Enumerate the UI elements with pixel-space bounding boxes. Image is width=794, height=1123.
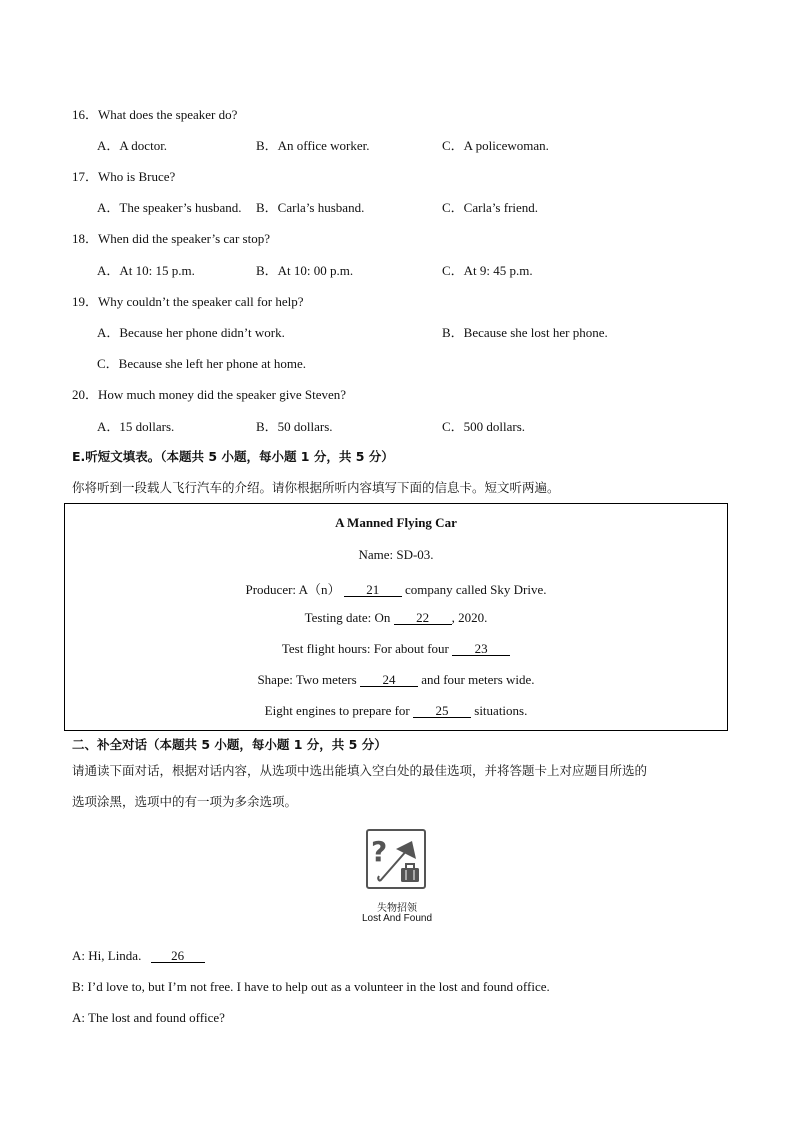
option-20-a[interactable]: A．15 dollars. bbox=[97, 419, 175, 434]
engines-suffix: situations. bbox=[474, 703, 528, 718]
card-engines-line bbox=[65, 703, 727, 719]
question-number: 17． bbox=[72, 169, 99, 184]
card-shape-line bbox=[65, 672, 727, 688]
option-19-c[interactable]: C．Because she left her phone at home. bbox=[97, 356, 307, 371]
sign-caption-cn: 失物招领 bbox=[377, 903, 417, 914]
question-20-stem bbox=[72, 384, 346, 403]
card-name-line: Name: SD-03. bbox=[358, 547, 434, 562]
dialogue-speaker-a: A: Hi, Linda. bbox=[72, 948, 142, 963]
producer-suffix: company called Sky Drive. bbox=[404, 582, 547, 597]
shape-label: Shape: Two meters bbox=[257, 672, 357, 687]
lost-and-found-icon bbox=[366, 829, 426, 889]
question-number: 20． bbox=[72, 387, 99, 402]
option-16-a[interactable]: A．A doctor. bbox=[97, 138, 168, 153]
dialogue-line-2: B: I’d love to, but I’m not free. I have to help out as a volunteer in the lost and found office. bbox=[72, 979, 550, 994]
part2-instruction-line2: 选项涂黑，选项中的有一项为多余选项。 bbox=[72, 794, 298, 809]
part2-heading: 二、补全对话（本题共 5 小题，每小题 1 分，共 5 分） bbox=[72, 737, 387, 752]
blank-23[interactable]: 23 bbox=[452, 642, 510, 656]
section-e-instruction: 你将听到一段载人飞行汽车的介绍。请你根据所听内容填写下面的信息卡。短文听两遍。 bbox=[72, 480, 560, 495]
dialogue-line-1 bbox=[72, 948, 205, 964]
hours-label: Test flight hours: For about four bbox=[281, 641, 449, 656]
card-hours-line bbox=[65, 641, 727, 657]
card-testing-line bbox=[65, 610, 727, 626]
question-number: 18． bbox=[72, 231, 99, 246]
question-16-stem bbox=[72, 104, 237, 123]
blank-25[interactable]: 25 bbox=[413, 704, 471, 718]
shape-suffix: and four meters wide. bbox=[421, 672, 535, 687]
blank-22[interactable]: 22 bbox=[394, 611, 452, 625]
info-card bbox=[64, 503, 728, 731]
producer-label: Producer: A（n） bbox=[245, 582, 341, 597]
option-19-b[interactable]: B．Because she lost her phone. bbox=[442, 325, 608, 340]
option-20-b[interactable]: B．50 dollars. bbox=[256, 419, 333, 434]
engines-label: Eight engines to prepare for bbox=[264, 703, 410, 718]
question-number: 16． bbox=[72, 107, 99, 122]
testing-label: Testing date: On bbox=[304, 610, 391, 625]
question-17-stem bbox=[72, 166, 175, 185]
card-producer-line bbox=[65, 579, 727, 598]
section-e-heading: E.听短文填表。（本题共 5 小题，每小题 1 分，共 5 分） bbox=[72, 449, 394, 464]
option-18-a[interactable]: A．At 10: 15 p.m. bbox=[97, 263, 195, 278]
blank-26[interactable]: 26 bbox=[151, 949, 205, 963]
question-text: What does the speaker do? bbox=[98, 107, 238, 122]
question-text: Who is Bruce? bbox=[98, 169, 176, 184]
option-17-c[interactable]: C．Carla’s friend. bbox=[442, 200, 539, 215]
part2-instruction-line1: 请通读下面对话，根据对话内容，从选项中选出能填入空白处的最佳选项，并将答题卡上对应题目所选的 bbox=[72, 763, 648, 778]
blank-24[interactable]: 24 bbox=[360, 673, 418, 687]
card-title: A Manned Flying Car bbox=[335, 515, 457, 530]
dialogue-line-3: A: The lost and found office? bbox=[72, 1010, 225, 1025]
question-text: Why couldn’t the speaker call for help? bbox=[98, 294, 304, 309]
sign-caption-en: Lost And Found bbox=[361, 913, 433, 924]
option-16-c[interactable]: C．A policewoman. bbox=[442, 138, 549, 153]
option-16-b[interactable]: B．An office worker. bbox=[256, 138, 370, 153]
option-18-c[interactable]: C．At 9: 45 p.m. bbox=[442, 263, 533, 278]
question-number: 19． bbox=[72, 294, 99, 309]
question-text: When did the speaker’s car stop? bbox=[98, 231, 270, 246]
option-17-b[interactable]: B．Carla’s husband. bbox=[256, 200, 365, 215]
question-text: How much money did the speaker give Steven? bbox=[98, 387, 347, 402]
option-19-a[interactable]: A．Because her phone didn’t work. bbox=[97, 325, 285, 340]
option-18-b[interactable]: B．At 10: 00 p.m. bbox=[256, 263, 354, 278]
option-17-a[interactable]: A．The speaker’s husband. bbox=[97, 200, 242, 215]
svg-text:?: ? bbox=[371, 835, 388, 868]
testing-suffix: , 2020. bbox=[451, 610, 488, 625]
question-18-stem bbox=[72, 228, 270, 247]
blank-21[interactable]: 21 bbox=[344, 583, 402, 597]
question-19-stem bbox=[72, 291, 304, 310]
option-20-c[interactable]: C．500 dollars. bbox=[442, 419, 526, 434]
